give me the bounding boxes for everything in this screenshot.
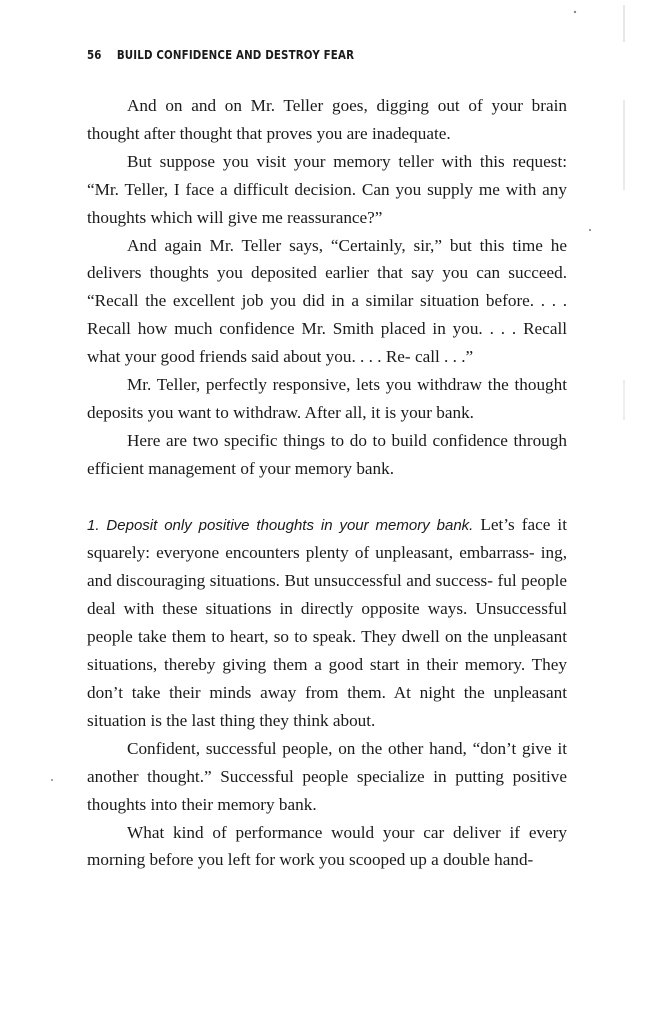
paragraph-point-one: 1. Deposit only positive thoughts in your memory bank. Let’s face it squarely: everyone encounters plenty of unpleasant, embarrass- ing, and discouraging situations. But unsuccessful and success- ful people deal with these situations in directly opposite ways. Unsuccessful people take them to heart, so to speak. They dwell on the unpleasant situations, thereby giving them a good start in their memory. They don’t take their minds away from them. At night the unpleasant situation is the last thing they think about. <box>87 514 567 730</box>
paragraph-visit-request: But suppose you visit your memory teller with this request: “Mr. Teller, I face a difficult decision. Can you supply me with any thoughts which will give me reassurance?” <box>87 151 567 227</box>
paragraph-confident-people: Confident, successful people, on the other hand, “don’t give it another thought.” Successful people specialize in putting positive thoughts into their memory bank. <box>87 738 567 814</box>
paragraph-two-things: Here are two specific things to do to build confidence through efficient management of your memory bank. <box>87 430 567 478</box>
paragraph-teller-goes-on: And on and on Mr. Teller goes, digging out of your brain thought after thought that proves you are inadequate. <box>87 96 567 143</box>
paragraph-car-performance: What kind of performance would your car deliver if every morning before you left for work you scooped up a double hand- <box>87 822 567 870</box>
running-header <box>87 47 354 62</box>
run-in-heading: 1. Deposit only positive thoughts in your memory bank. <box>87 516 474 534</box>
paragraph-teller-delivers: And again Mr. Teller says, “Certainly, sir,” but this time he delivers thoughts you deposited earlier that say you can succeed. “Recall the excellent job you did in a similar situation before. . . . Recall how much confidence Mr. Smith placed in you. . . . Recall what your good friends said about you. . . . Re- call . . .” <box>87 235 567 367</box>
body-text <box>87 92 567 874</box>
page-number: 56 <box>87 47 102 62</box>
paragraph-teller-responsive: Mr. Teller, perfectly responsive, lets you withdraw the thought deposits you want to withdraw. After all, it is your bank. <box>87 375 567 422</box>
running-title: BUILD CONFIDENCE AND DESTROY FEAR <box>116 47 355 62</box>
